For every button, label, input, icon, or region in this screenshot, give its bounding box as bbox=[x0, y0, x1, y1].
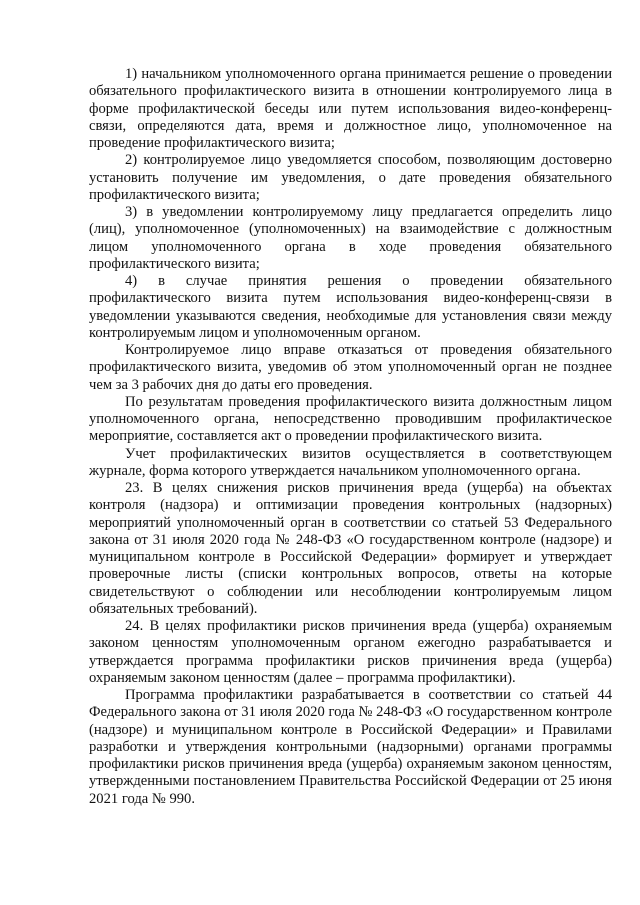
paragraph-notification: 2) контролируемое лицо уведомляется способом, позволяющим достоверно установить получение им уведомления, о дате проведения обязательного профилактического визита; bbox=[89, 152, 612, 203]
paragraph-visit-journal: Учет профилактических визитов осуществляется в соответствующем журнале, форма которого утверждается начальником уполномоченного органа. bbox=[89, 445, 612, 479]
paragraph-visit-decision: 1) начальником уполномоченного органа принимается решение о проведении обязательного профилактического визита в отношении контролируемого лица в форме профилактической беседы или путем использования видео-конференц-связи, определяются дата, время и должностное лицо, уполномоченное на проведение профилактического визита; bbox=[89, 66, 612, 151]
paragraph-representative: 3) в уведомлении контролируемому лицу предлагается определить лицо (лиц), уполномоченное (уполномоченных) на взаимодействие с должностным лицом уполномоченного органа в ходе проведения обязательного профилактического визита; bbox=[89, 204, 612, 272]
paragraph-visit-act: По результатам проведения профилактического визита должностным лицом уполномоченного органа, непосредственно проводившим профилактическое мероприятие, составляется акт о проведении профилактического визита. bbox=[89, 393, 612, 445]
paragraph-video-conference: 4) в случае принятия решения о проведении обязательного профилактического визита путем использования видео-конференц-связи в уведомлении указываются сведения, необходимые для установления связи между контролируемым лицом и уполномоченным органом. bbox=[89, 273, 612, 341]
paragraph-program-development: Программа профилактики разрабатывается в соответствии со статьей 44 Федерального закона от 31 июля 2020 года № 248-ФЗ «О государственном контроле (надзоре) и муниципальном контроле в Российской Федерации» и Правилами разработки и утверждения контрольными (надзорными) органами программы профилактики рисков причинения вреда (ущерба) охраняемым законом ценностям, утвержденными постановлением Правительства Российской Федерации от 25 июня 2021 года № 990. bbox=[89, 687, 612, 807]
document-page bbox=[89, 66, 612, 808]
paragraph-checklists: 23. В целях снижения рисков причинения вреда (ущерба) на объектах контроля (надзора) и оптимизации проведения контрольных (надзорных) мероприятий уполномоченный орган в соответствии со статьей 53 Федерального закона от 31 июля 2020 года № 248-ФЗ «О государственном контроле (надзоре) и муниципальном контроле в Российской Федерации» формирует и утверждает проверочные листы (списки контрольных вопросов, ответы на которые свидетельствуют о соблюдении или несоблюдении контролируемым лицом обязательных требований). bbox=[89, 480, 612, 617]
paragraph-prevention-program: 24. В целях профилактики рисков причинения вреда (ущерба) охраняемым законом ценностям уполномоченным органом ежегодно разрабатывается и утверждается программа профилактики рисков причинения вреда (ущерба) охраняемым законом ценностям (далее – программа профилактики). bbox=[89, 618, 612, 686]
paragraph-refusal-right: Контролируемое лицо вправе отказаться от проведения обязательного профилактического визита, уведомив об этом уполномоченный орган не позднее чем за 3 рабочих дня до даты его проведения. bbox=[89, 342, 612, 393]
